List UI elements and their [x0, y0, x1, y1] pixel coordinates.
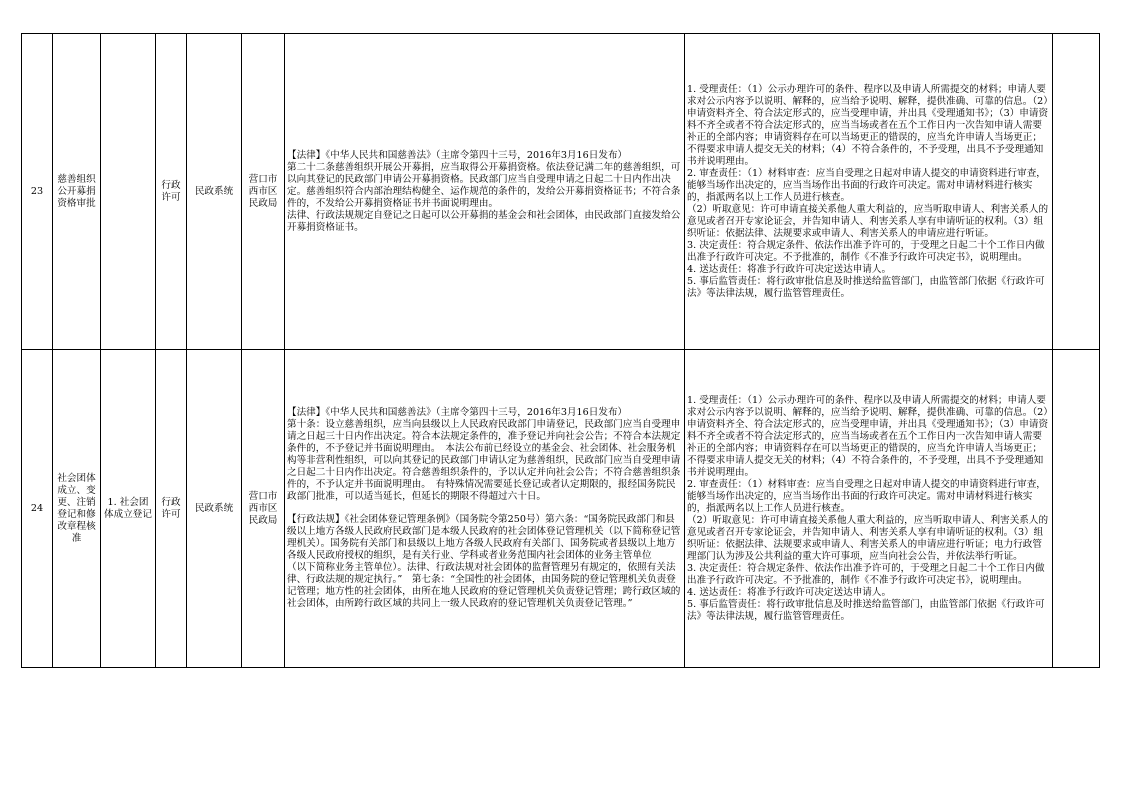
responsibility-item: 2. 审查责任：（1）材料审查：应当自受理之日起对申请人提交的申请资料进行审查，能够当场作出决定的，应当当场作出书面的行政许可决定。需对申请材料进行核实的，指派两名以上工作人员进行核查。 — [687, 478, 1046, 514]
legal-basis — [285, 350, 685, 668]
table-row — [22, 350, 1100, 668]
department: 营口市西市区民政局 — [242, 350, 285, 668]
responsibility-item: 1. 受理责任：（1）公示办理许可的条件、程序以及申请人所需提交的材料；申请人要求对公示内容予以说明、解释的，应当给予说明、解释，提供准确、可靠的信息。（2）申请资料齐全、符合法定形式的，应当受理申请，并出具《受理通知书》；（3）申请资料不齐全或者不符合法定形式的，应当当场或者在五个工作日内一次告知申请人需要补正的全部内容；申请资料存在可以当场更正的错误的，应当允许申请人当场更正；不得要求申请人提交无关的材料；（4）不符合条件的，不予受理，出具不予受理通知书并说明理由。 — [687, 394, 1049, 478]
row-number: 24 — [22, 350, 53, 668]
responsibility-item: 5. 事后监管责任：将行政审批信息及时推送给监管部门，由监管部门依据《行政许可法》等法律法规，履行监管管理责任。 — [687, 598, 1045, 622]
sub-item — [101, 34, 156, 350]
basis-paragraph: 【行政法规】《社会团体登记管理条例》（国务院令第250号）第六条：“国务院民政部门和县级以上地方各级人民政府民政部门是本级人民政府的社会团体登记管理机关（以下简称登记管理机关）。国务院有关部门和县级以上地方各级人民政府有关部门、国务院或者县级以上地方各级人民政府授权的组织，是有关行业、学科或者业务范围内社会团体的业务主管单位 — [287, 514, 681, 561]
responsibility-item: 3. 决定责任：符合规定条件、依法作出准予许可的，于受理之日起二十个工作日内做出准予行政许可决定。不予批准的，制作《不准予行政许可决定书》，说明理由。 — [687, 562, 1045, 586]
legal-basis — [285, 34, 685, 350]
row-number: 23 — [22, 34, 53, 350]
spacer — [287, 503, 682, 514]
responsibility-item: 4. 送达责任：将准予行政许可决定送达申请人。 — [687, 263, 892, 275]
power-list-table — [21, 33, 1100, 668]
basis-paragraph: （以下简称业务主管单位）。法律、行政法规对社会团体的监督管理另有规定的，依照有关法律、行政法规的规定执行。” 第七条：“全国性的社会团体，由国务院的登记管理机关负责登记管理；地方性的社会团体，由所在地人民政府的登记管理机关负责登记管理；跨行政区域的社会团体，由所跨行政区域的共同上一级人民政府的登记管理机关负责登记管理。” — [287, 562, 681, 609]
remarks — [1053, 34, 1100, 350]
responsibility — [685, 350, 1053, 668]
item-name: 社会团体成立、变更、注销登记和修改章程核准 — [53, 350, 101, 668]
responsibility-item: 2. 审查责任：（1）材料审查：应当自受理之日起对申请人提交的申请资料进行审查，能够当场作出决定的，应当当场作出书面的行政许可决定。需对申请材料进行核实的，指派两名以上工作人员进行核查。 — [687, 167, 1046, 203]
item-name: 慈善组织公开募捐资格审批 — [53, 34, 101, 350]
power-type: 行政许可 — [156, 34, 187, 350]
responsibility-item: 3. 决定责任：符合规定条件、依法作出准予许可的，于受理之日起二十个工作日内做出准予行政许可决定。不予批准的，制作《不准予行政许可决定书》，说明理由。 — [687, 239, 1045, 263]
responsibility-item: 5. 事后监管责任：将行政审批信息及时推送给监管部门，由监管部门依据《行政许可法》等法律法规，履行监管管理责任。 — [687, 275, 1045, 299]
remarks — [1053, 350, 1100, 668]
sub-item: 1. 社会团体成立登记 — [101, 350, 156, 668]
system: 民政系统 — [187, 350, 242, 668]
responsibility-item: 4. 送达责任：将准予行政许可决定送达申请人。 — [687, 586, 892, 598]
responsibility-item: （2）听取意见：许可申请直接关系他人重大利益的，应当听取申请人、利害关系人的意见或者召开专家论证会，并告知申请人、利害关系人享有申请听证的权利。（3）组织听证：依据法律、法规要求或申请人、利害关系人的申请应进行听证。 — [687, 203, 1049, 239]
basis-paragraph: 【法律】《中华人民共和国慈善法》（主席令第四十三号，2016年3月16日发布） — [287, 149, 628, 161]
department: 营口市西市区民政局 — [242, 34, 285, 350]
basis-paragraph: 法律、行政法规规定自登记之日起可以公开募捐的基金会和社会团体，由民政部门直接发给公开募捐资格证书。 — [287, 209, 681, 233]
responsibility-item: （2）听取意见：许可申请直接关系他人重大利益的，应当听取申请人、利害关系人的意见或者召开专家论证会，并告知申请人、利害关系人享有申请听证的权利。（3）组织听证：依据法律、法规要求或申请人、利害关系人的申请应进行听证；电力行政管理部门认为涉及公共利益的重大许可事项，应当向社会公告，并依法举行听证。 — [687, 514, 1049, 562]
basis-paragraph: 【法律】《中华人民共和国慈善法》（主席令第四十三号，2016年3月16日发布） — [287, 407, 628, 418]
system: 民政系统 — [187, 34, 242, 350]
table-row — [22, 34, 1100, 350]
responsibility-item: 1. 受理责任：（1）公示办理许可的条件、程序以及申请人所需提交的材料；申请人要求对公示内容予以说明、解释的，应当给予说明、解释，提供准确、可靠的信息。（2）申请资料齐全、符合法定形式的，应当受理申请，并出具《受理通知书》；（3）申请资料不齐全或者不符合法定形式的，应当当场或者在五个工作日内一次告知申请人需要补正的全部内容；申请资料存在可以当场更正的错误的，应当允许申请人当场更正；不得要求申请人提交无关的材料；（4）不符合条件的，不予受理，出具不予受理通知书并说明理由。 — [687, 83, 1049, 167]
basis-paragraph: 第十条：设立慈善组织，应当向县级以上人民政府民政部门申请登记，民政部门应当自受理申请之日起三十日内作出决定。符合本法规定条件的，准予登记并向社会公告；不符合本法规定条件的，不予登记并书面说明理由。 本法公布前已经设立的基金会、社会团体、社会服务机构等非营利性组织，可以向其登记的民政部门申请认定为慈善组织，民政部门应当自受理申请之日起二十日内作出决定。符合慈善组织条件的，予以认定并向社会公告；不符合慈善组织条件的，不予认定并书面说明理由。 有特殊情况需要延长登记或者认定期限的，报经国务院民政部门批准，可以适当延长，但延长的期限不得超过六十日。 — [287, 419, 681, 502]
responsibility — [685, 34, 1053, 350]
power-type: 行政许可 — [156, 350, 187, 668]
basis-paragraph: 第二十二条慈善组织开展公开募捐，应当取得公开募捐资格。依法登记满二年的慈善组织，可以向其登记的民政部门申请公开募捐资格。民政部门应当自受理申请之日起二十日内作出决定。慈善组织符合内部治理结构健全、运作规范的条件的，发给公开募捐资格证书；不符合条件的，不发给公开募捐资格证书并书面说明理由。 — [287, 161, 681, 209]
